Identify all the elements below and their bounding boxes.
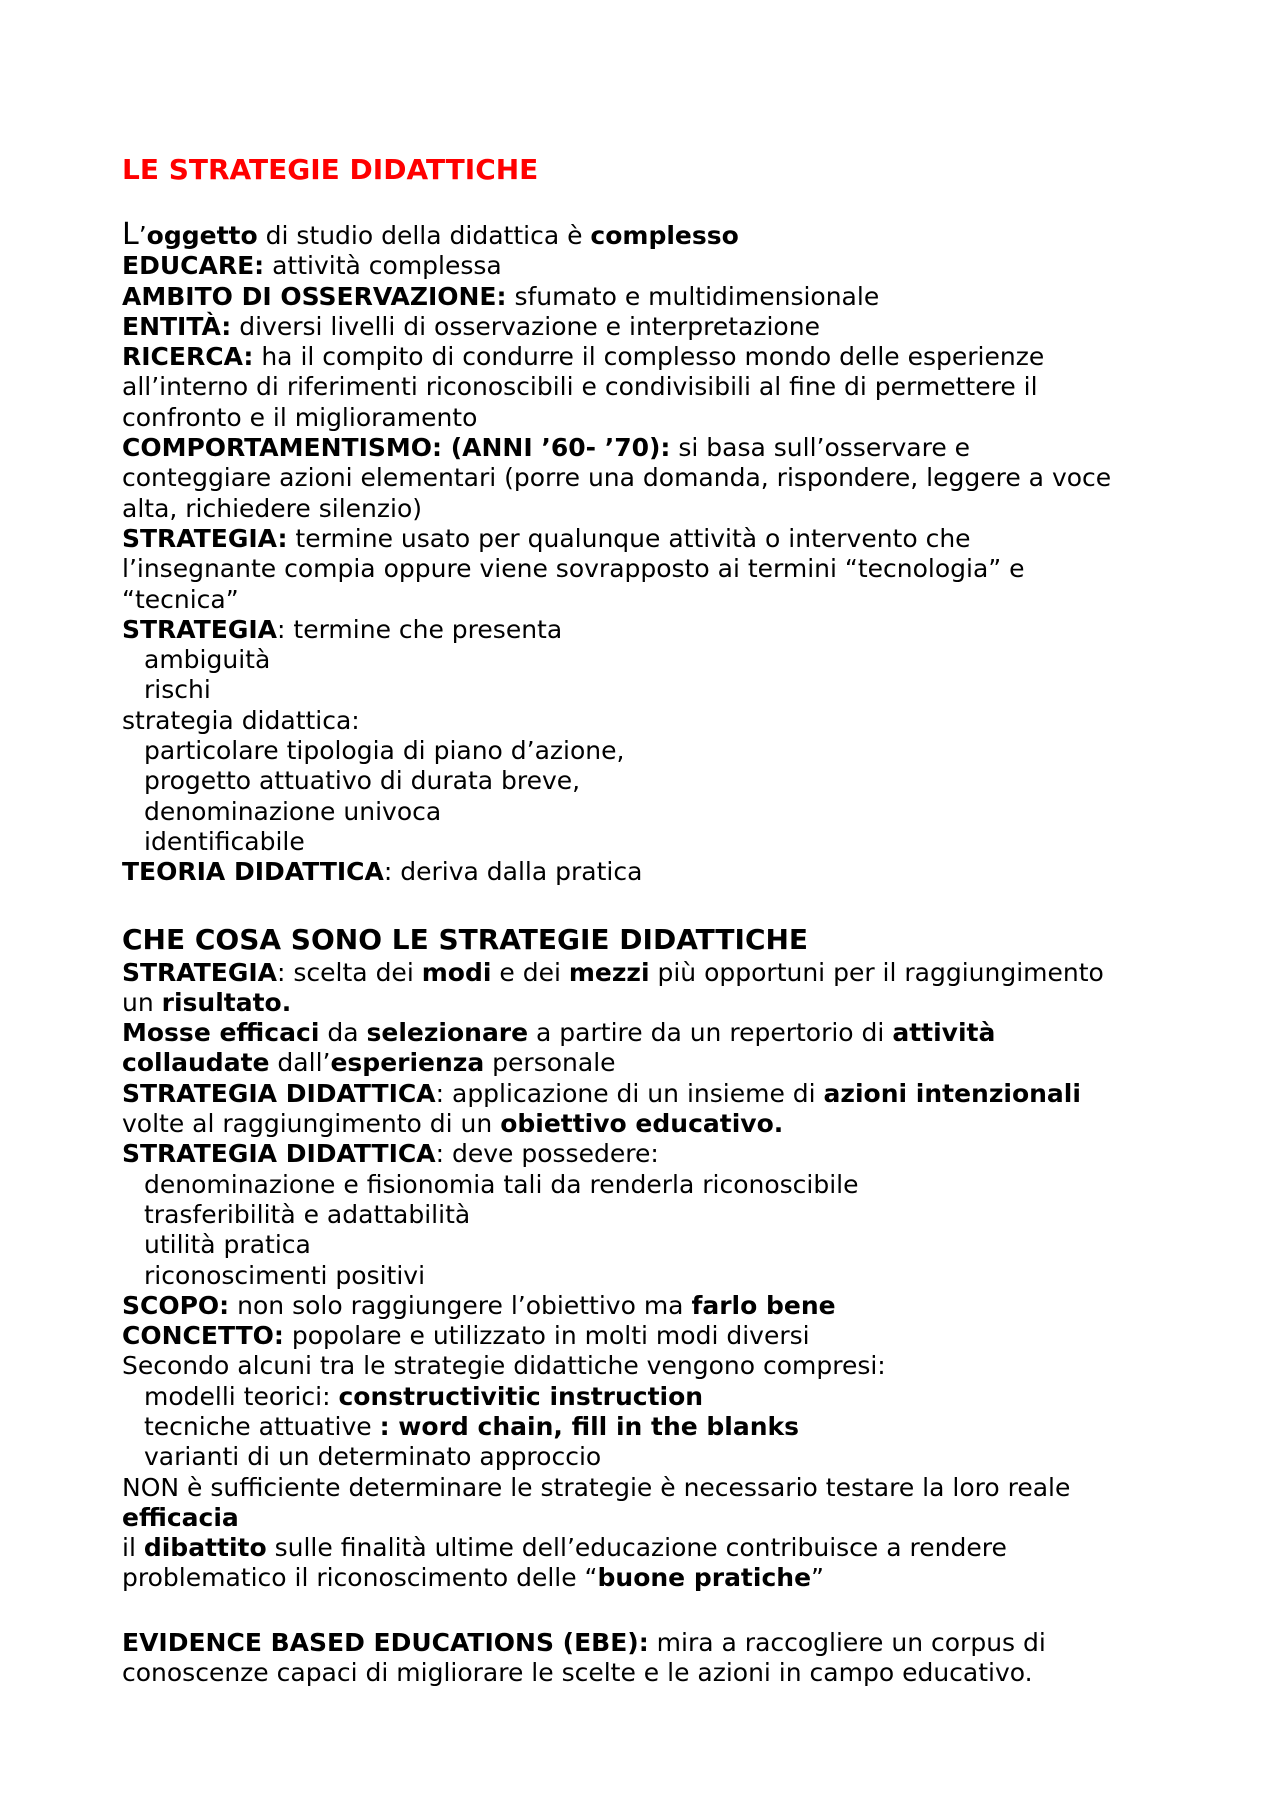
strat-did1-obiettivo: obiettivo educativo. [500, 1109, 784, 1139]
strat-did1-azioni: azioni intenzionali [823, 1078, 1081, 1108]
mosse-text-2: a partire da un repertorio di [528, 1018, 893, 1048]
mosse-line-1 [122, 1018, 1182, 1048]
dibattito-line-2 [122, 1563, 1182, 1593]
scopo-label: SCOPO: [122, 1290, 230, 1320]
intro-oggetto: oggetto [146, 221, 258, 250]
concetto-text: popolare e utilizzato in molti modi diversi [283, 1321, 810, 1351]
dibattito-line-1 [122, 1533, 1182, 1563]
list-item-text: denominazione univoca [144, 796, 442, 826]
secondo-line: Secondo alcuni tra le strategie didattiche vengono compresi: [122, 1351, 886, 1381]
strategia2-label: STRATEGIA [122, 614, 278, 644]
comport-text-1: si basa sull’osservare e [670, 433, 971, 463]
mosse-text-3: dall’ [269, 1048, 331, 1078]
concetto-label: CONCETTO: [122, 1321, 284, 1351]
dibattito-bold: dibattito [143, 1533, 267, 1563]
list-item-text: riconoscimenti positivi [144, 1260, 426, 1290]
strategia-mezzi: mezzi [568, 957, 650, 987]
mosse-line-2 [122, 1048, 1182, 1078]
strategia2-text: : termine che presenta [277, 614, 563, 644]
list-item-text: denominazione e fisionomia tali da renderla riconoscibile [144, 1169, 859, 1199]
scopo-text: non solo raggiungere l’obiettivo ma [229, 1290, 692, 1320]
varianti-text: varianti di un determinato approccio [144, 1442, 602, 1472]
section-spacer [122, 1594, 1182, 1628]
list-item-text: progetto attuativo di durata breve, [144, 766, 581, 796]
tecniche-text: tecniche attuative [144, 1411, 380, 1441]
mosse-collaudate: collaudate [122, 1048, 270, 1078]
mosse-text-4: personale [484, 1048, 616, 1078]
dibattito-text-2: sulle finalità ultime dell’educazione contribuisce a rendere [266, 1533, 1007, 1563]
comport-label: COMPORTAMENTISMO: (ANNI ’60- ’70): [122, 433, 671, 463]
non-efficacia: efficacia [122, 1502, 239, 1532]
ebe-label: EVIDENCE BASED EDUCATIONS (EBE): [122, 1627, 649, 1657]
tecniche-bold: : word chain, fill in the blanks [379, 1411, 800, 1441]
strategia-text-4: un [122, 987, 162, 1017]
list-item [122, 1412, 1182, 1442]
ebe-line-1 [122, 1628, 1182, 1658]
strategia2-line [122, 615, 1182, 645]
teoria-line [122, 857, 1182, 887]
list-item [122, 736, 1182, 766]
strategia1-line-2: l’insegnante compia oppure viene sovrapposto ai termini “tecnologia” e [122, 554, 1025, 584]
mosse-efficaci: Mosse efficaci [122, 1018, 320, 1048]
educare-label: EDUCARE: [122, 251, 265, 281]
dibattito-text-4: ” [811, 1563, 824, 1593]
strat-did1-line-2 [122, 1109, 1182, 1139]
strat-did1-label: STRATEGIA DIDATTICA [122, 1078, 436, 1108]
mosse-selezionare: selezionare [366, 1018, 529, 1048]
ebe-text-1: mira a raccogliere un corpus di [648, 1627, 1046, 1657]
modelli-bold: constructivitic instruction [338, 1381, 704, 1411]
list-item [122, 1442, 1182, 1472]
educare-line [122, 251, 1182, 281]
strat-did1-line-1 [122, 1079, 1182, 1109]
mosse-attivita: attività [892, 1018, 996, 1048]
ricerca-text-1: ha il compito di condurre il complesso mondo delle esperienze [253, 342, 1045, 372]
list-item [122, 1261, 1182, 1291]
strategia1-line-1 [122, 524, 1182, 554]
strat-did1-text-1: : applicazione di un insieme di [435, 1078, 824, 1108]
entita-line [122, 312, 1182, 342]
modelli-text: modelli teorici: [144, 1381, 339, 1411]
mosse-esperienza: esperienza [330, 1048, 485, 1078]
dibattito-text-3: problematico il riconoscimento delle “ [122, 1563, 598, 1593]
intro-apostrophe: ’ [138, 221, 147, 250]
list-item [122, 675, 1182, 705]
non-line-2 [122, 1503, 1182, 1533]
scopo-line [122, 1291, 1182, 1321]
strategia-didattica-line: strategia didattica: [122, 705, 360, 735]
intro-text: di studio della didattica è [257, 221, 591, 250]
section-title-che-cosa: CHE COSA SONO LE STRATEGIE DIDATTICHE [122, 922, 809, 956]
mosse-text-1: da [319, 1018, 367, 1048]
list-item-text: rischi [144, 675, 211, 705]
concetto-line [122, 1321, 1182, 1351]
strategia-line-2 [122, 988, 1182, 1018]
intro-line [122, 217, 1182, 252]
list-item-text: utilità pratica [144, 1230, 311, 1260]
strategia1-text-1: termine usato per qualunque attività o intervento che [287, 523, 971, 553]
dibattito-buone-pratiche: buone pratiche [597, 1563, 812, 1593]
list-item [122, 1230, 1182, 1260]
scopo-farlo-bene: farlo bene [691, 1290, 836, 1320]
ambito-text: sfumato e multidimensionale [506, 281, 880, 311]
strategia-risultato: risultato. [161, 987, 292, 1017]
ambito-label: AMBITO DI OSSERVAZIONE: [122, 281, 507, 311]
list-item-text: ambiguità [144, 645, 271, 675]
dibattito-text-1: il [122, 1533, 144, 1563]
educare-text: attività complessa [264, 251, 502, 281]
comport-line-3: alta, richiedere silenzio) [122, 493, 422, 523]
intro-complesso: complesso [590, 221, 739, 250]
strategia-text-1: : scelta dei [277, 957, 422, 987]
strategia-text-2: e dei [491, 957, 569, 987]
list-item [122, 1382, 1182, 1412]
comport-line-1 [122, 433, 1182, 463]
strategia-text-3: più opportuni per il raggiungimento [649, 957, 1104, 987]
list-item-text: trasferibilità e adattabilità [144, 1199, 471, 1229]
list-item [122, 797, 1182, 827]
teoria-label: TEORIA DIDATTICA [122, 857, 384, 887]
section-title-strategie: LE STRATEGIE DIDATTICHE [122, 153, 539, 186]
strat-did2-text: : deve possedere: [435, 1139, 659, 1169]
strategia1-label: STRATEGIA: [122, 523, 288, 553]
strat-did2-label: STRATEGIA DIDATTICA [122, 1139, 436, 1169]
teoria-text: : deriva dalla pratica [383, 857, 643, 887]
ricerca-label: RICERCA: [122, 342, 254, 372]
strategia-label: STRATEGIA [122, 957, 278, 987]
comport-line-2: conteggiare azioni elementari (porre una domanda, rispondere, leggere a voce [122, 463, 1112, 493]
ricerca-line-2: all’interno di riferimenti riconoscibili e condivisibili al fine di permettere il [122, 372, 1038, 402]
strategia1-line-3: “tecnica” [122, 584, 239, 614]
list-item [122, 1200, 1182, 1230]
ricerca-line-3: confronto e il miglioramento [122, 402, 478, 432]
non-line-1: NON è sufficiente determinare le strategie è necessario testare la loro reale [122, 1472, 1071, 1502]
list-item-text: particolare tipologia di piano d’azione, [144, 736, 625, 766]
list-item [122, 766, 1182, 796]
list-item [122, 1170, 1182, 1200]
document-body [122, 150, 1182, 1688]
list-item [122, 645, 1182, 675]
ambito-line [122, 282, 1182, 312]
ricerca-line-1 [122, 342, 1182, 372]
list-item [122, 827, 1182, 857]
strategia-line-1 [122, 958, 1182, 988]
entita-label: ENTITÀ: [122, 311, 232, 341]
strat-did2-line [122, 1139, 1182, 1169]
entita-text: diversi livelli di osservazione e interpretazione [231, 311, 820, 341]
list-item-text: identificabile [144, 826, 305, 856]
intro-L: L [122, 217, 139, 252]
ebe-line-2: conoscenze capaci di migliorare le scelte e le azioni in campo educativo. [122, 1658, 1033, 1688]
strat-did1-text-2: volte al raggiungimento di un [122, 1109, 501, 1139]
strategia-modi: modi [421, 957, 492, 987]
section-spacer [122, 888, 1182, 922]
